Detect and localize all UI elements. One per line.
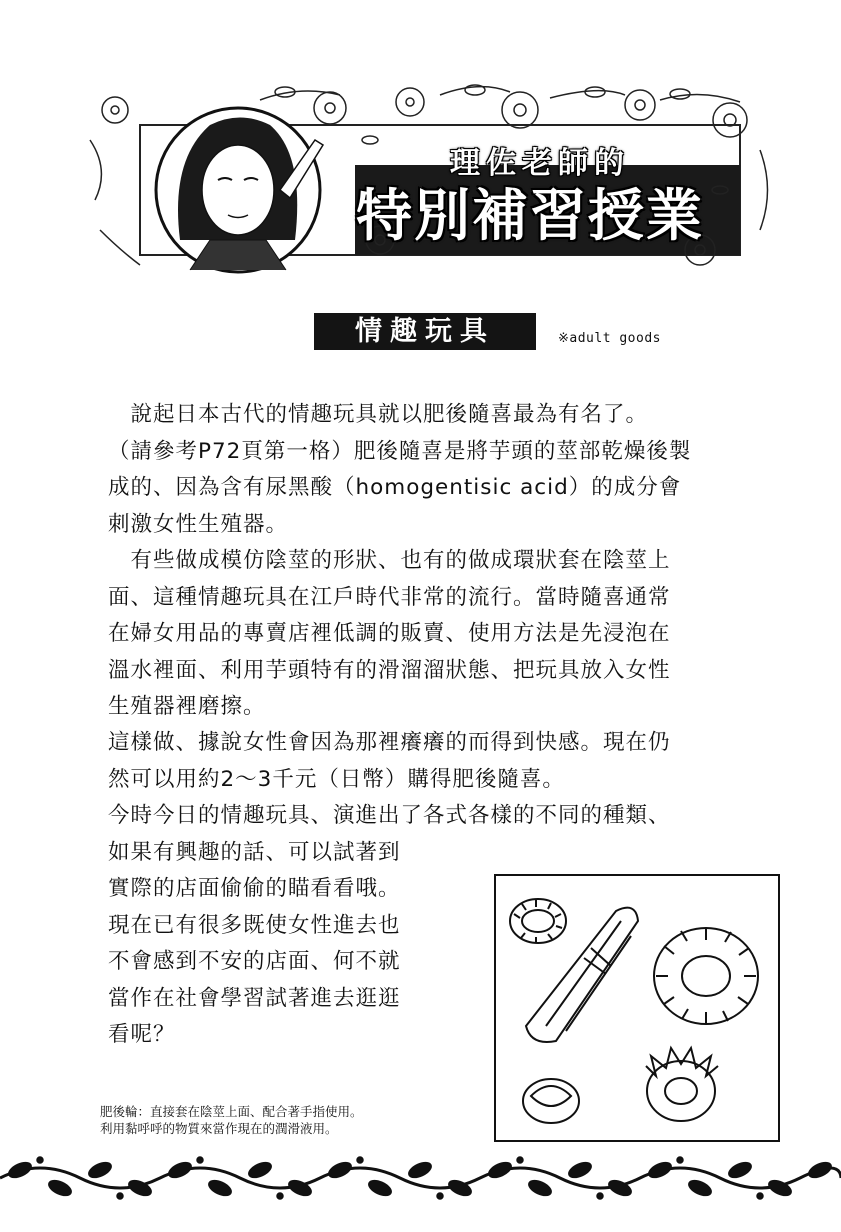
paragraph-1	[108, 397, 691, 543]
header-banner	[80, 80, 780, 275]
text-line: 在婦女用品的專賣店裡低調的販賣、使用方法是先浸泡在	[108, 621, 671, 646]
text-line: 不會感到不安的店面、何不就	[108, 949, 401, 974]
text-line: 今時今日的情趣玩具、演進出了各式各樣的不同的種類、	[108, 803, 671, 828]
text-line: 面、這種情趣玩具在江戶時代非常的流行。當時隨喜通常	[108, 584, 671, 610]
text-line: 看呢？	[108, 1022, 176, 1047]
paragraph-3	[108, 725, 671, 798]
text-line: 如果有興趣的話、可以試著到	[108, 839, 401, 865]
text-line: 有些做成模仿陰莖的形狀、也有的做成環狀套在陰莖上	[108, 548, 671, 573]
text-line: 說起日本古代的情趣玩具就以肥後隨喜最為有名了。	[108, 402, 649, 427]
toy-illustration-icon	[494, 874, 780, 1142]
topic-note: ※adult goods	[558, 331, 661, 346]
text-line: 溫水裡面、利用芋頭特有的滑溜溜狀態、把玩具放入女性	[108, 657, 671, 683]
text-line: 這樣做、據說女性會因為那裡癢癢的而得到快感。現在仍	[108, 730, 671, 755]
header-subtitle: 理佐老師的	[450, 146, 630, 181]
text-line: 成的、因為含有尿黑酸（homogentisic acid）的成分會	[108, 475, 682, 500]
topic-label: 情趣玩具	[314, 313, 536, 350]
paragraph-2	[108, 543, 671, 726]
text-line: 當作在社會學習試著進去逛逛	[108, 985, 401, 1011]
caption-line: 利用黏呼呼的物質來當作現在的潤滑液用。	[100, 1121, 338, 1136]
caption-line: 肥後輪：直接套在陰莖上面、配合著手指使用。	[100, 1104, 363, 1119]
text-line: 實際的店面偷偷的瞄看看哦。	[108, 876, 401, 901]
text-line: 刺激女性生殖器。	[108, 511, 289, 537]
vine-border-icon	[0, 1148, 841, 1208]
text-line: （請參考P72頁第一格）肥後隨喜是將芋頭的莖部乾燥後製	[108, 438, 692, 464]
illustration-caption	[100, 1103, 363, 1137]
text-line: 生殖器裡磨擦。	[108, 694, 266, 719]
text-line: 現在已有很多既使女性進去也	[108, 912, 401, 938]
text-line: 然可以用約2～3千元（日幣）購得肥後隨喜。	[108, 766, 565, 792]
teacher-portrait-icon	[156, 108, 323, 272]
header-title: 特別補習授業	[356, 183, 704, 249]
